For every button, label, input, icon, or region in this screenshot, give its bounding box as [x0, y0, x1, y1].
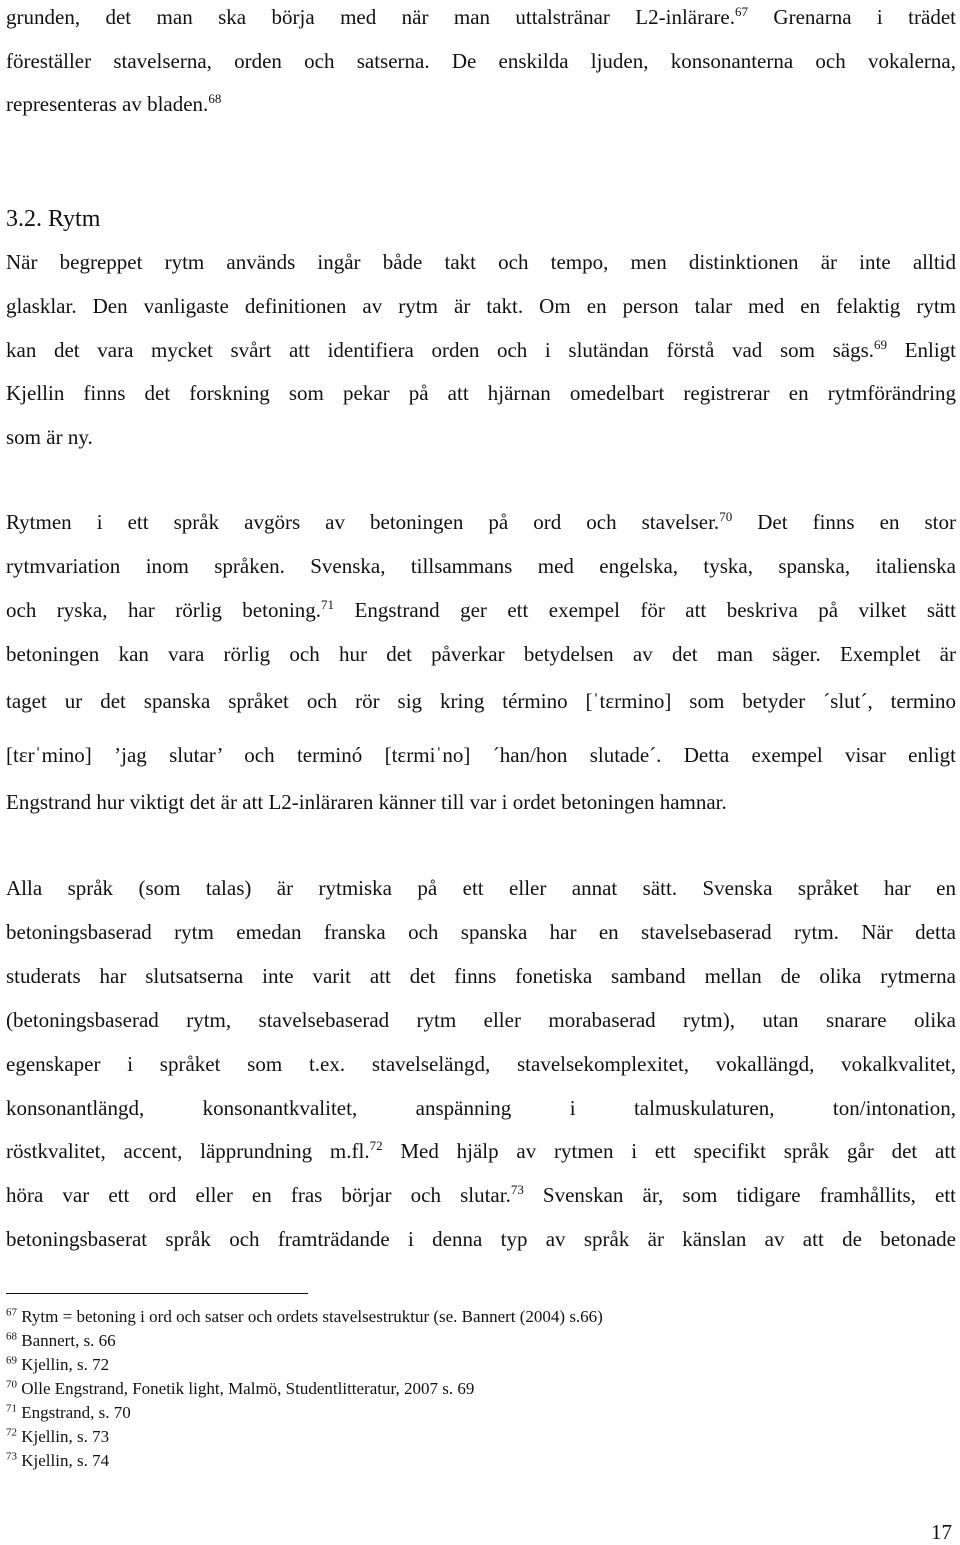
text-line — [6, 789, 956, 815]
footnote-number: 73 — [6, 1450, 17, 1463]
footnote-number: 68 — [6, 1330, 17, 1343]
text-line — [6, 4, 956, 30]
text-line — [6, 919, 956, 945]
line-text-continuation: Grenarna i trädet — [748, 5, 956, 29]
footnote-text: Engstrand, s. 70 — [17, 1403, 131, 1422]
text-line — [6, 1007, 956, 1033]
footnote — [6, 1306, 603, 1328]
footnote-number: 71 — [6, 1402, 17, 1415]
text-line — [6, 742, 956, 768]
text-line — [6, 424, 956, 450]
section-heading — [6, 206, 956, 232]
line-text-continuation: Med hjälp av rytmen i ett specifikt språk går det att — [382, 1139, 956, 1163]
footnote-text: Rytm = betoning i ord och satser och ordets stavelsestruktur (se. Bannert (2004) s.66) — [17, 1307, 603, 1326]
line-text: Rytmen i ett språk avgörs av betoningen på ord och stavelser. — [6, 510, 720, 534]
line-text: rytmvariation inom språken. Svenska, tillsammans med engelska, tyska, spanska, italienska — [6, 554, 956, 578]
text-line — [6, 293, 956, 319]
text-line — [6, 91, 956, 117]
line-text: som är ny. — [6, 425, 93, 449]
line-text: studerats har slutsatserna inte varit att det finns fonetiska samband mellan de olika rytmerna — [6, 964, 956, 988]
footnote — [6, 1378, 474, 1400]
footnote-reference: 71 — [321, 597, 335, 612]
text-line — [6, 1138, 956, 1164]
text-line — [6, 597, 956, 623]
footnote — [6, 1330, 116, 1352]
line-text: höra var ett ord eller en fras börjar och slutar. — [6, 1183, 511, 1207]
line-text: grunden, det man ska börja med när man uttalstränar L2-inlärare. — [6, 5, 735, 29]
text-line — [6, 641, 956, 667]
line-text-continuation: Det finns en stor — [732, 510, 956, 534]
line-text: betoningen kan vara rörlig och hur det påverkar betydelsen av det man säger. Exemplet är — [6, 642, 956, 666]
text-line — [6, 337, 956, 363]
line-text: konsonantlängd, konsonantkvalitet, anspänning i talmuskulaturen, ton/intonation, — [6, 1096, 956, 1120]
text-line — [6, 48, 956, 74]
line-text: betoningsbaserad rytm emedan franska och spanska har en stavelsebaserad rytm. När detta — [6, 920, 956, 944]
text-line — [6, 875, 956, 901]
line-text: och ryska, har rörlig betoning. — [6, 598, 322, 622]
footnote-text: Olle Engstrand, Fonetik light, Malmö, Studentlitteratur, 2007 s. 69 — [17, 1379, 475, 1398]
line-text: betoningsbaserat språk och framträdande i denna typ av språk är känslan av att de betonade — [6, 1227, 956, 1251]
footnote-number: 69 — [6, 1354, 17, 1367]
line-text: Kjellin finns det forskning som pekar på att hjärnan omedelbart registrerar en rytmförändring — [6, 381, 956, 405]
line-text: representeras av bladen. — [6, 92, 209, 116]
text-line — [6, 380, 956, 406]
text-line — [6, 509, 956, 535]
footnote — [6, 1402, 131, 1424]
footnote — [6, 1426, 109, 1448]
line-text-continuation: Engstrand ger ett exempel för att beskriva på vilket sätt — [334, 598, 956, 622]
line-text: (betoningsbaserad rytm, stavelsebaserad rytm eller morabaserad rytm), utan snarare olika — [6, 1008, 956, 1032]
footnote-reference: 73 — [510, 1182, 524, 1197]
line-text: föreställer stavelserna, orden och satserna. De enskilda ljuden, konsonanterna och vokalerna, — [6, 49, 956, 73]
text-line — [6, 1182, 956, 1208]
line-text: Engstrand hur viktigt det är att L2-inläraren känner till var i ordet betoningen hamnar. — [6, 790, 727, 814]
footnote — [6, 1450, 109, 1472]
footnote — [6, 1354, 109, 1376]
line-text: röstkvalitet, accent, läpprundning m.fl. — [6, 1139, 370, 1163]
line-text: glasklar. Den vanligaste definitionen av rytm är takt. Om en person talar med en felaktig rytm — [6, 294, 956, 318]
line-text-continuation: Enligt — [887, 338, 956, 362]
footnote-reference: 72 — [369, 1138, 383, 1153]
text-line — [6, 688, 956, 714]
text-line — [6, 553, 956, 579]
footnote-text: Kjellin, s. 73 — [17, 1427, 110, 1446]
footnote-separator — [6, 1293, 308, 1294]
text-line — [6, 1226, 956, 1252]
footnote-number: 67 — [6, 1306, 17, 1319]
footnote-reference: 68 — [208, 91, 222, 106]
line-text: När begreppet rytm används ingår både takt och tempo, men distinktionen är inte alltid — [6, 250, 956, 274]
footnote-reference: 67 — [735, 4, 748, 19]
text-line — [6, 1095, 956, 1121]
footnote-reference: 70 — [719, 509, 733, 524]
text-line — [6, 1051, 956, 1077]
footnote-text: Bannert, s. 66 — [17, 1331, 116, 1350]
text-line — [6, 249, 956, 275]
footnote-reference: 69 — [874, 337, 888, 352]
footnote-text: Kjellin, s. 74 — [17, 1451, 110, 1470]
line-text: [tɛrˈmino] ’jag slutar’ och terminó [tɛrmiˈno] ´han/hon slutade´. Detta exempel visar enligt — [6, 743, 956, 767]
heading-text: 3.2. Rytm — [6, 206, 101, 232]
line-text: Alla språk (som talas) är rytmiska på ett eller annat sätt. Svenska språket har en — [6, 876, 956, 900]
line-text-continuation: Svenskan är, som tidigare framhållits, ett — [523, 1183, 956, 1207]
footnote-text: Kjellin, s. 72 — [17, 1355, 110, 1374]
page-number: 17 — [931, 1520, 952, 1544]
footnote-number: 72 — [6, 1426, 17, 1439]
line-text: egenskaper i språket som t.ex. stavelselängd, stavelsekomplexitet, vokallängd, vokalkvalitet, — [6, 1052, 956, 1076]
document-page — [6, 0, 956, 1545]
footnote-number: 70 — [6, 1378, 17, 1391]
line-text: kan det vara mycket svårt att identifiera orden och i slutändan förstå vad som sägs. — [6, 338, 875, 362]
line-text: taget ur det spanska språket och rör sig kring término [ˈtɛrmino] som betyder ´slut´, termino — [6, 689, 956, 713]
text-line — [6, 963, 956, 989]
